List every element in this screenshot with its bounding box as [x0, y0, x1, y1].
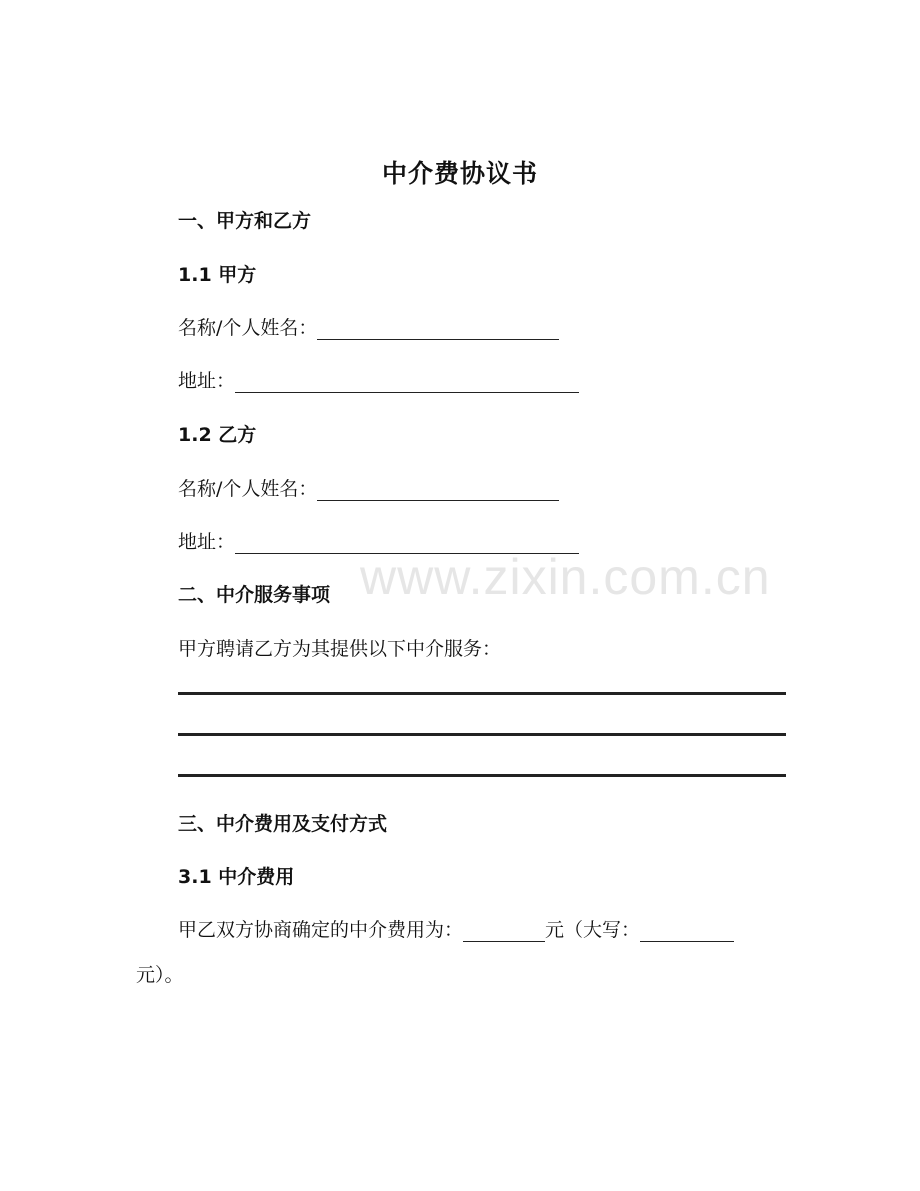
service-intro: 甲方聘请乙方为其提供以下中介服务： [178, 638, 502, 660]
fee-text-part2: 元（大写： [545, 919, 641, 941]
document-title: 中介费协议书 [381, 159, 538, 188]
party-b-heading: 1.2 乙方 [178, 424, 257, 446]
party-a-address-blank[interactable] [235, 370, 579, 393]
watermark: www.zixin.com.cn [360, 549, 771, 605]
party-b-address-blank[interactable] [235, 531, 579, 554]
party-a-name-row [178, 313, 559, 340]
section-2-heading: 二、中介服务事项 [178, 584, 331, 606]
party-b-name-label: 名称/个人姓名： [178, 478, 318, 500]
service-line-3[interactable] [178, 774, 786, 777]
fee-text-part1: 甲乙双方协商确定的中介费用为： [178, 919, 464, 941]
service-line-2[interactable] [178, 733, 786, 736]
service-line-1[interactable] [178, 692, 786, 695]
section-1-heading: 一、甲方和乙方 [178, 210, 312, 232]
party-b-name-blank[interactable] [317, 478, 559, 501]
party-b-name-row [178, 474, 559, 501]
fee-text-end: 元）。 [136, 964, 184, 986]
section-3-heading: 三、中介费用及支付方式 [178, 813, 388, 835]
fee-amount-blank[interactable] [463, 919, 545, 942]
party-b-address-label: 地址： [178, 531, 236, 553]
fee-text-row [178, 915, 734, 942]
party-b-address-row [178, 527, 579, 554]
party-a-address-row [178, 366, 579, 393]
party-a-name-blank[interactable] [317, 317, 559, 340]
party-a-name-label: 名称/个人姓名： [178, 317, 318, 339]
party-a-heading: 1.1 甲方 [178, 264, 257, 286]
party-a-address-label: 地址： [178, 370, 236, 392]
fee-amount-words-blank[interactable] [640, 919, 734, 942]
fee-heading: 3.1 中介费用 [178, 866, 295, 888]
